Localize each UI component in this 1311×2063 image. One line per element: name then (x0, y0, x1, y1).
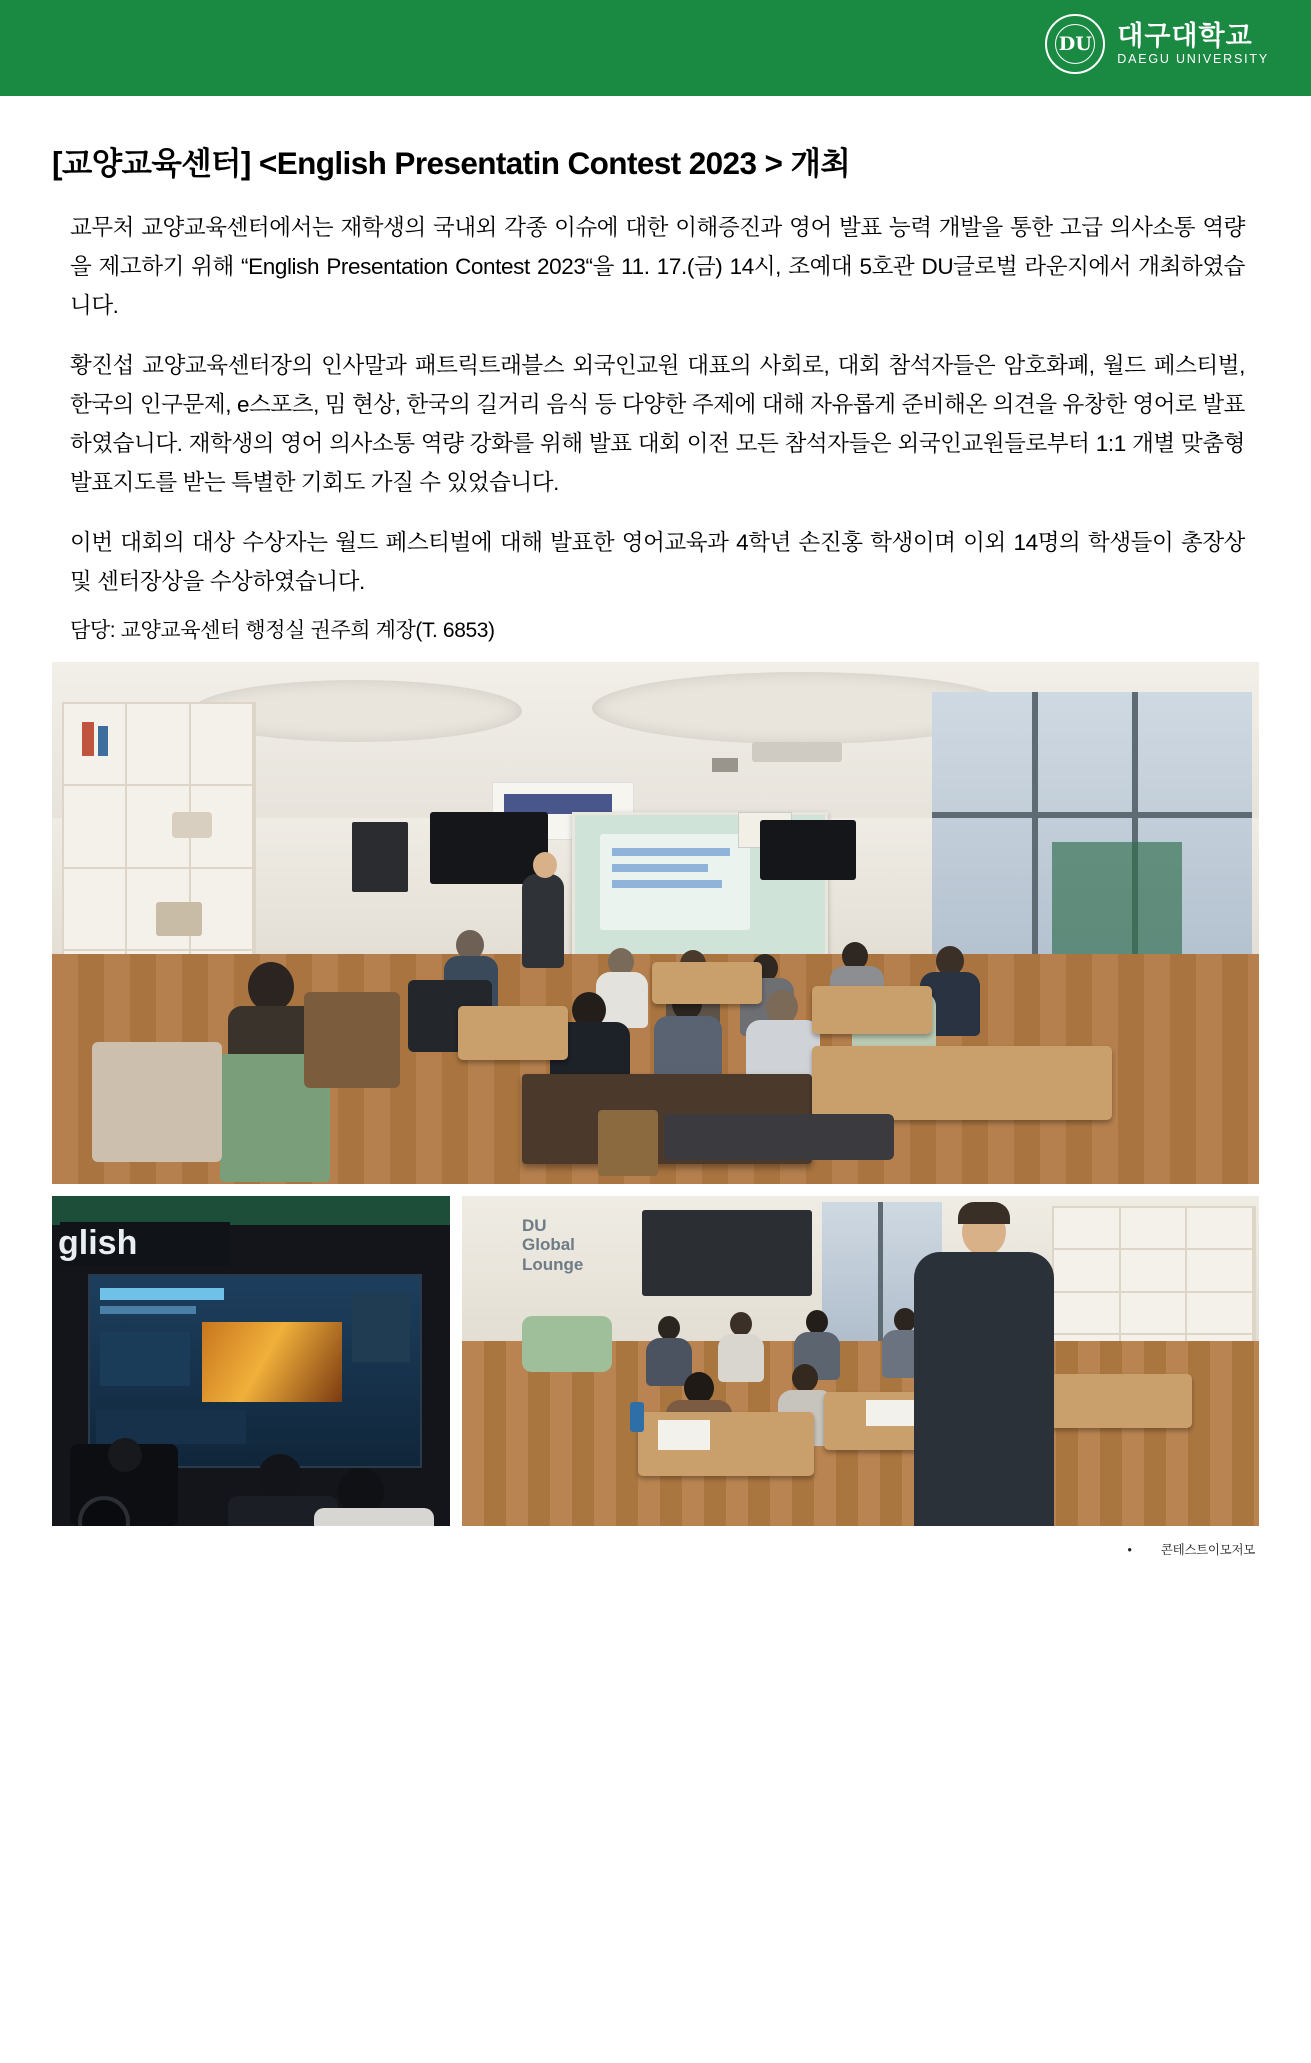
contact-line: 담당: 교양교육센터 행정실 권주희 계장(T. 6853) (70, 618, 495, 642)
page-title: [교양교육센터] <English Presentatin Contest 2023 > 개최 (52, 145, 851, 181)
document-body (0, 96, 1311, 644)
photo-projection: glish (52, 1196, 450, 1526)
university-logo (1045, 14, 1269, 74)
paragraph-1: 교무처 교양교육센터에서는 재학생의 국내외 각종 이슈에 대한 이해증진과 영어 발표 능력 개발을 통한 고급 의사소통 역량을 제고하기 위해 “English Presentation Contest 2023“을 11. 17.(금) 14시, 조예대 5호관 DU글로벌 라운지에서 개최하였습니다. (70, 215, 1245, 318)
university-name-en: DAEGU UNIVERSITY (1117, 51, 1269, 66)
footer-caption (0, 1540, 1311, 1568)
page-header (0, 0, 1311, 88)
paragraph-3: 이번 대회의 대상 수상자는 월드 페스티벌에 대해 발표한 영어교육과 4학년 손진홍 학생이며 이외 14명의 학생들이 총장상 및 센터장상을 수상하였습니다. (70, 530, 1245, 594)
photo-classroom: DU Global Lounge (462, 1196, 1259, 1526)
paragraph-2: 황진섭 교양교육센터장의 인사말과 패트릭트래블스 외국인교원 대표의 사회로, 대회 참석자들은 암호화폐, 월드 페스티벌, 한국의 인구문제, e스포츠, 밈 현상, 한국의 길거리 음식 등 다양한 주제에 대해 자유롭게 준비해온 의견을 유창한 영어로 발표하였습니다. 재학생의 영어 의사소통 역량 강화를 위해 발표 대회 이전 모든 참석자들은 외국인교원들로부터 1:1 개별 맞춤형 발표지도를 받는 특별한 기회도 가질 수 있었습니다. (70, 353, 1245, 495)
university-seal-icon: DU (1045, 14, 1105, 74)
photo-gallery (0, 662, 1311, 1526)
footer-text: 콘테스트이모저모 (1160, 1542, 1255, 1557)
footer-bullet-icon: • (1127, 1542, 1132, 1557)
university-name-ko: 대구대학교 (1117, 21, 1253, 52)
photo-main-lounge (52, 662, 1259, 1184)
